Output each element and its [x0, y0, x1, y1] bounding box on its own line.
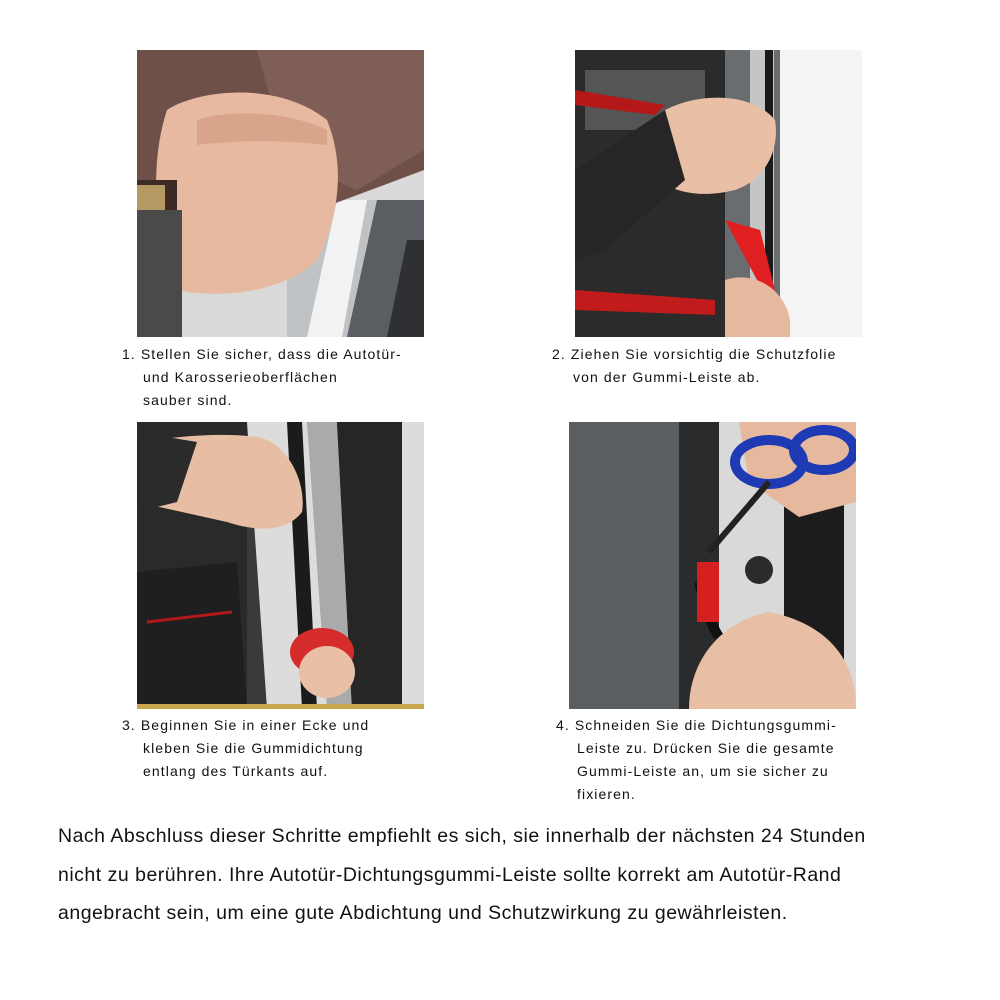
step-1-line-3: sauber sind.: [143, 392, 233, 408]
step-2-caption: [552, 343, 836, 389]
step-1-line-2: und Karosserieoberflächen: [143, 369, 338, 385]
step-3-line-2: kleben Sie die Gummidichtung: [143, 740, 364, 756]
step-4-line-3: Gummi-Leiste an, um sie sicher zu: [577, 763, 829, 779]
summary-line-2: nicht zu berühren. Ihre Autotür-Dichtungsgummi-Leiste sollte korrekt am Autotür-Rand: [58, 863, 842, 886]
summary-line-1: Nach Abschluss dieser Schritte empfiehlt es sich, sie innerhalb der nächsten 24 Stunden: [58, 825, 866, 847]
step-2-line-1: 2. Ziehen Sie vorsichtig die Schutzfolie: [552, 346, 837, 362]
step-3-caption: [122, 714, 369, 783]
step-3-photo: [137, 422, 424, 709]
step-2-photo: [575, 50, 862, 337]
step-2-line-2: von der Gummi-Leiste ab.: [573, 369, 761, 385]
summary-paragraph: [58, 817, 958, 933]
step-1-photo: [137, 50, 424, 337]
step-1-caption: [122, 343, 402, 412]
step-4-line-4: fixieren.: [577, 786, 636, 802]
step-4-line-1: 4. Schneiden Sie die Dichtungsgummi-: [556, 717, 837, 733]
step-1-line-1: 1. Stellen Sie sicher, dass die Autotür-: [122, 346, 402, 362]
step-3-line-3: entlang des Türkants auf.: [143, 763, 329, 779]
step-4-line-2: Leiste zu. Drücken Sie die gesamte: [577, 740, 835, 756]
step-4-caption: [556, 714, 837, 806]
step-4-photo: [569, 422, 856, 709]
summary-line-3: angebracht sein, um eine gute Abdichtung und Schutzwirkung zu gewährleisten.: [58, 902, 788, 924]
step-3-line-1: 3. Beginnen Sie in einer Ecke und: [122, 717, 370, 733]
